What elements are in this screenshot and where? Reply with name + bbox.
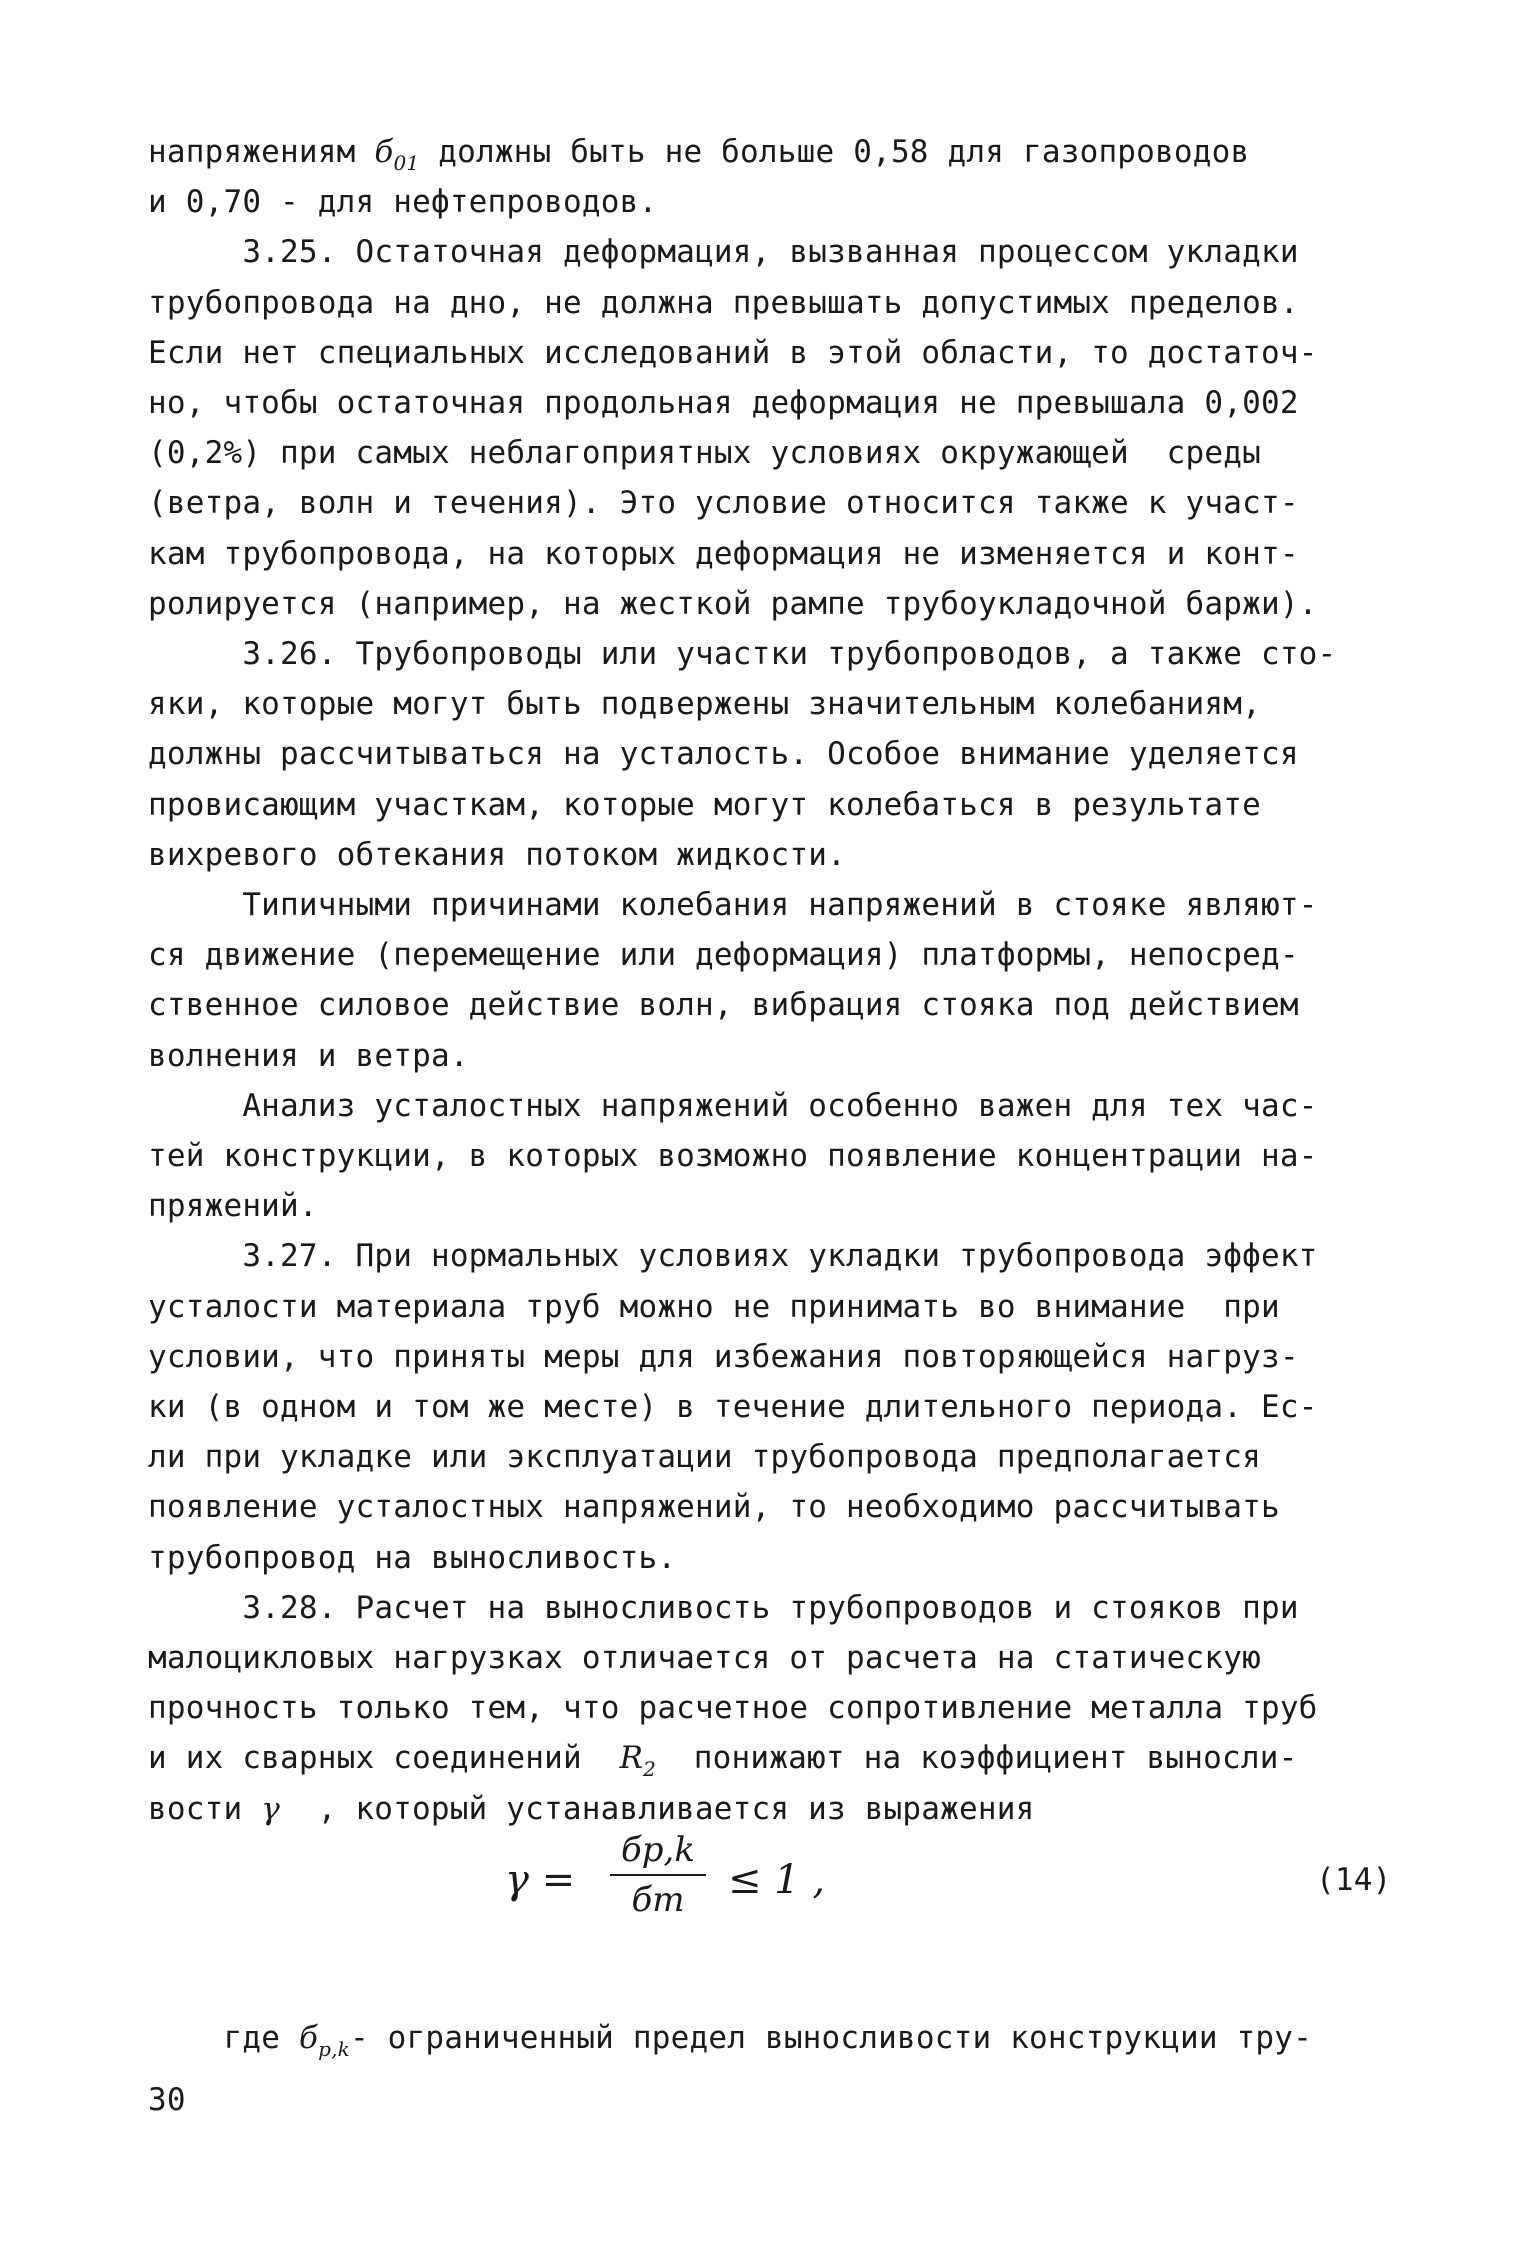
text-line: усталости материала труб можно не принимать во внимание при <box>148 1288 1280 1325</box>
formula-denominator: бт <box>631 1880 685 1920</box>
text-line: 3.26. Трубопроводы или участки трубопроводов, а также сто- <box>148 636 1337 672</box>
where-line <box>148 1978 1312 2109</box>
math-subscript: 2 <box>643 1757 657 1782</box>
text-line: и 0,70 - для нефтепроводов. <box>148 184 658 221</box>
text-line: ственное силовое действие волн, вибрация стояка под действием <box>148 987 1299 1024</box>
line-text-after: , который устанавливается из выражения <box>279 1790 1035 1827</box>
text-line: 3.28. Расчет на выносливость трубопроводов и стояков при <box>148 1589 1299 1626</box>
text-line: (ветра, волн и течения). Это условие относится также к участ- <box>148 485 1299 522</box>
text-line: 3.25. Остаточная деформация, вызванная процессом укладки <box>148 234 1299 271</box>
text-line: появление усталостных напряжений, то необходимо рассчитывать <box>148 1489 1280 1526</box>
text-line: ся движение (перемещение или деформация) платформы, непосред- <box>148 937 1299 974</box>
text-line: малоцикловых нагрузках отличается от расчета на статическую <box>148 1640 1261 1676</box>
formula-fraction <box>610 1830 706 1920</box>
line-text-after: понижают на коэффициент выносли- <box>656 1740 1298 1777</box>
fraction-bar <box>610 1874 706 1876</box>
text-line: (0,2%) при самых неблагоприятных условиях окружающей среды <box>148 435 1261 472</box>
math-symbol: R <box>619 1740 644 1777</box>
text-line: Анализ усталостных напряжений особенно важен для тех час- <box>148 1087 1318 1124</box>
text-line: кам трубопровода, на которых деформация не изменяется и конт- <box>148 535 1299 572</box>
math-subscript: 01 <box>393 151 420 175</box>
text-line: тей конструкции, в которых возможно появление концентрации на- <box>148 1138 1318 1174</box>
text-line: но, чтобы остаточная продольная деформация не превышала 0,002 <box>148 385 1299 421</box>
where-after: - ограниченный предел выносливости конструкции тру- <box>349 2020 1312 2056</box>
page-number: 30 <box>148 2082 186 2118</box>
text-line: трубопровод на выносливость. <box>148 1539 677 1576</box>
text-line: должны рассчитываться на усталость. Особое внимание уделяется <box>148 736 1299 773</box>
where-before: где <box>223 2020 299 2056</box>
text-line <box>148 1738 1297 1789</box>
text-line: вихревого обтекания потоком жидкости. <box>148 836 846 873</box>
sigma-symbol: б <box>298 2020 319 2056</box>
sigma-subscript: p,k <box>318 2037 350 2061</box>
math-symbol: б <box>374 134 394 170</box>
text-line: Если нет специальных исследований в этой области, то достаточ- <box>148 334 1318 371</box>
text-line: Типичными причинами колебания напряжений в стояке являют- <box>148 887 1318 923</box>
math-symbol: γ <box>261 1790 280 1827</box>
text-line: трубопровода на дно, не должна превышать допустимых пределов. <box>148 284 1299 321</box>
text-line: прочность только тем, что расчетное сопротивление металла труб <box>148 1690 1318 1727</box>
line-text-before: напряжениям <box>148 134 375 170</box>
formula-rhs: ≤ 1 , <box>728 1857 826 1903</box>
text-line: ролируется (например, на жесткой рампе трубоукладочной баржи). <box>148 585 1318 622</box>
text-line: провисающим участкам, которые могут колебаться в результате <box>148 786 1261 823</box>
line-text-after: должны быть не больше 0,58 для газопроводов <box>419 134 1250 170</box>
text-line: условии, что приняты меры для избежания повторяющейся нагруз- <box>148 1338 1299 1375</box>
text-line <box>148 1789 1034 1840</box>
line-text-before: вости <box>148 1790 262 1827</box>
formula-numerator: бp,k <box>621 1830 695 1870</box>
text-line: ли при укладке или эксплуатации трубопровода предполагается <box>148 1439 1261 1476</box>
text-line: пряжений. <box>148 1188 318 1225</box>
line-text-before: и их сварных соединений <box>148 1740 620 1777</box>
formula-lhs: γ = <box>505 1857 576 1903</box>
text-line: 3.27. При нормальных условиях укладки трубопровода эффект <box>148 1238 1318 1275</box>
text-line: яки, которые могут быть подвержены значительным колебаниям, <box>148 686 1261 723</box>
text-line: ки (в одном и том же месте) в течение длительного периода. Ес- <box>148 1389 1318 1425</box>
formula-number: (14) <box>1316 1862 1392 1898</box>
text-line: волнения и ветра. <box>148 1037 469 1074</box>
text-line <box>148 132 1249 183</box>
